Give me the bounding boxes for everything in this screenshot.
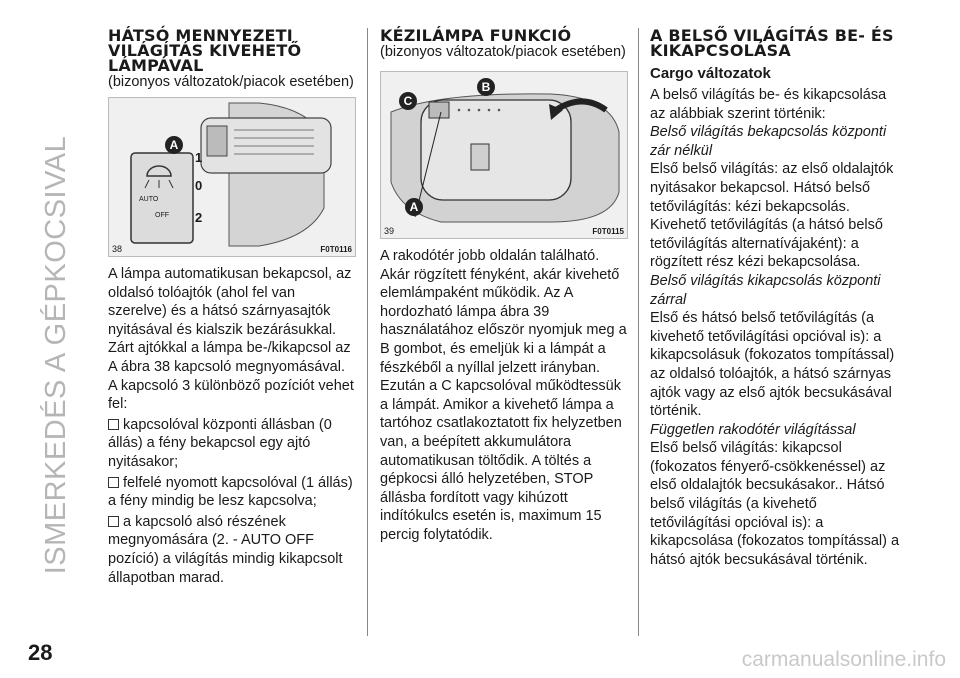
figure-code: F0T0115 [592,227,624,236]
paragraph: Első és hátsó belső tetővilágítás (a kivehető tetővilágítási opcióval is): a kikapcsolásuk (fokozatos tompítással) az oldalsó tolóajtók, a hátsó szárnyas ajtók vagy az első ajtók becsukásával történik. [650,310,895,420]
list-item: a kapcsoló alsó részének megnyomására (2. - AUTO OFF pozíció) a világítás mindig kikapcsolt állapotban marad. [108,513,343,586]
switch-text-auto: AUTO [139,196,159,203]
figure-code: F0T0116 [320,245,352,254]
paragraph: Első belső világítás: az első oldalajtók nyitásakor bekapcsol. Hátsó belső tetővilágítás: kézi bekapcsolás. Kivehető tetővilágítás (a hátsó belső tetővilágítás alternatívájaként): a rögzített rész kézi bekapcsolása. [650,161,894,271]
switch-text-off: OFF [155,212,169,219]
section-heading: HÁTSÓ MENNYEZETI VILÁGÍTÁS KIVEHETŐ LÁMPÁVAL [108,26,302,75]
section-subheading: (bizonyos változatok/piacok esetében) [108,74,354,90]
figure-38 [108,97,356,257]
column-divider [638,28,639,636]
figure-39 [380,71,628,239]
figure-number: 39 [384,226,395,236]
section-hand-lamp-function [380,28,628,545]
page-number: 28 [28,640,53,665]
paragraph: Első belső világítás: kikapcsol (fokozatos fényerő-csökkenéssel) az első oldalajtók becsukásakor.. Hátsó belső világítás (a kivehető tetővilágítási opcióval is): a kikapcsolása (fokozatos tompítással) a hátsó ajtók becsukásával történik. [650,440,900,568]
figure-callout-c: C [399,92,417,110]
figure-number: 38 [112,244,123,254]
italic-subheading: Belső világítás kikapcsolás központi zárral [650,272,881,308]
section-rear-ceiling-light [108,28,356,587]
figure-callout-a: A [165,136,183,154]
section-heading: KÉZILÁMPA FUNKCIÓ [380,26,572,45]
ceiling-light-illustration [109,98,355,256]
italic-subheading: Belső világítás bekapcsolás központi zár nélkül [650,124,887,159]
paragraph: A lámpa automatikusan bekapcsol, az oldalsó tolóajtók (ahol fel van szerelve) és a hátsó szárnyasajtók nyitásával és kialszik bezárásukkal. Zárt ajtókkal a lámpa be-/kikapcsol az A ábra 38 kapcsoló megnyomásával. A kapcsoló 3 különböző pozíciót vehet fel: [108,266,354,413]
figure-label-position-2: 2 [195,210,203,225]
figure-callout-a: A [405,198,423,216]
figure-label-position-1: 1 [195,150,203,165]
section-subheading: Cargo változatok [650,65,771,82]
side-section-title: ISMERKEDÉS A GÉPKOCSIVAL [40,135,72,575]
section-interior-light-switching [650,28,900,569]
checkbox-bullet-icon [108,477,119,488]
section-heading: A BELSŐ VILÁGÍTÁS BE- ÉS KIKAPCSOLÁSA [650,26,894,60]
column-divider [367,28,368,636]
paragraph: A rakodótér jobb oldalán található. Akár rögzített fényként, akár kivehető elemlámpaként működik. Az A hordozható lámpa ábra 39 használatához először nyomjuk meg a B gombot, és emeljük ki a lámpát a fészkéből a nyíllal jelzett irányban. Ezután a C kapcsolóval működtessük a lámpát. Amikor a kivehető lámpa a tartóhoz csatlakoztatott fix helyzetben van, a beépített akkumulátora automatikusan töltődik. A töltés a gépkocsi álló helyzetében, STOP állásba fordított vagy kihúzott indítókulcs esetén is, maximum 15 percig folytatódik. [380,248,627,543]
italic-subheading: Független rakodótér világítással [650,421,856,438]
checkbox-bullet-icon [108,419,119,430]
figure-callout-b: B [477,78,495,96]
checkbox-bullet-icon [108,516,119,527]
section-subheading: (bizonyos változatok/piacok esetében) [380,44,626,60]
watermark: carmanualsonline.info [741,648,946,671]
figure-label-position-0: 0 [195,178,203,193]
paragraph: A belső világítás be- és kikapcsolása az alábbiak szerint történik: [650,87,887,122]
list-item: kapcsolóval központi állásban (0 állás) a fény bekapcsol egy ajtó nyitásakor; [108,416,332,470]
list-item: felfelé nyomott kapcsolóval (1 állás) a fény mindig be lesz kapcsolva; [108,474,353,510]
